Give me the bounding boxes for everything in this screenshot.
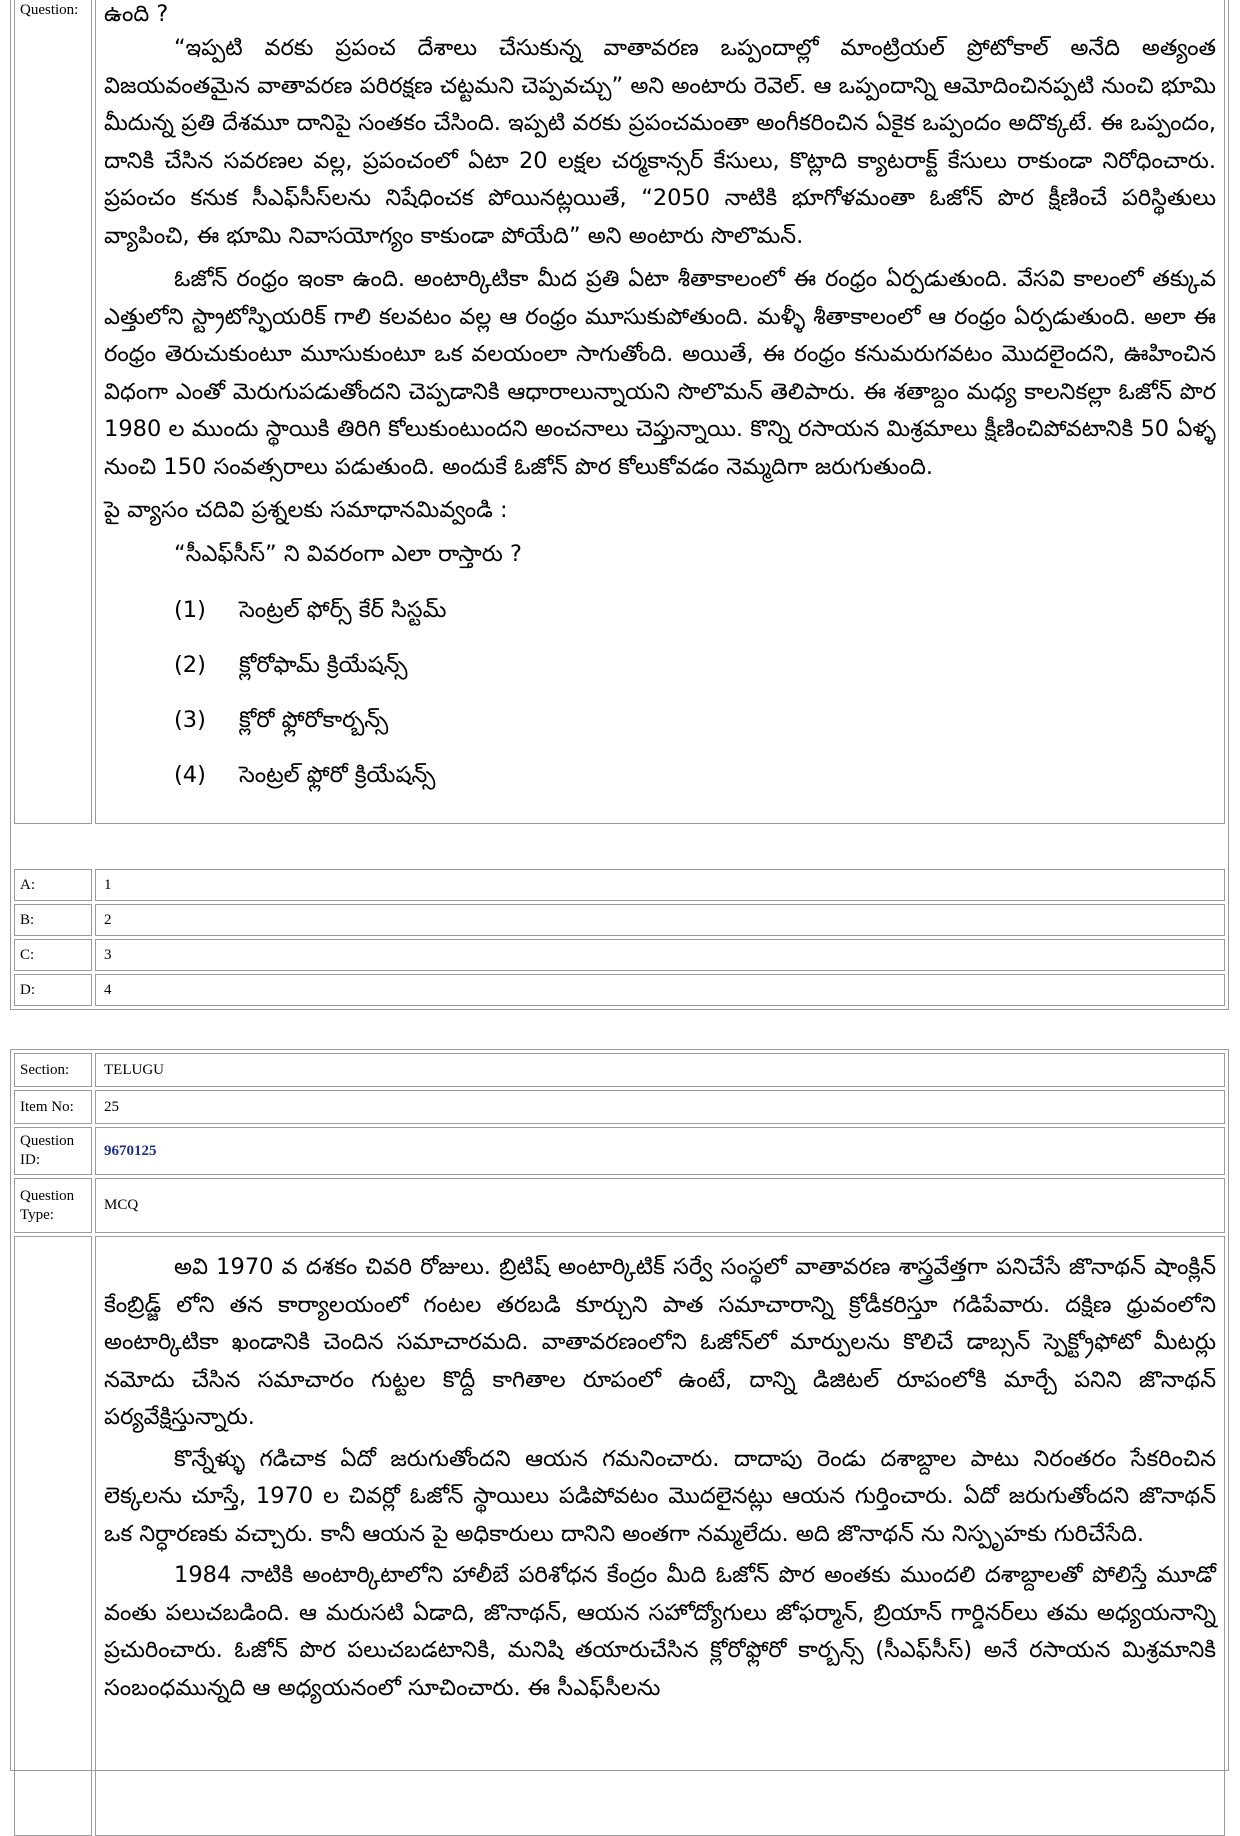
answer-row-a: [14, 869, 1225, 901]
answer-label-cell: [14, 869, 92, 901]
question-type-label: Question Type:: [20, 1187, 75, 1223]
question-id: 9670125: [104, 1142, 157, 1159]
question-content-cell: [95, 1236, 1225, 1836]
question-24-table: [10, 0, 1229, 1010]
answer-label: D:: [20, 981, 35, 998]
answer-value-cell: [95, 869, 1225, 901]
option-number: (2): [174, 651, 206, 678]
answer-value-cell: [95, 974, 1225, 1006]
answer-label: C:: [20, 946, 35, 963]
passage-paragraph: 1984 నాటికి అంటార్కిటాలోని హాలీబే పరిశోధన కేంద్రం మీది ఓజోన్ పొర అంతకు ముందలి దశాబ్దాలతో పోలిస్తే మూడో వంతు పలుచబడింది. ఆ మరుసటి ఏడాది, జొనాథన్, ఆయన సహోద్యోగులు జోఫర్మాన్, బ్రియాన్ గార్డినర్‌లు తమ అధ్యయనాన్ని ప్రచురించారు. ఓజోన్ పొర పలుచబడటానికి, మనిషి తయారుచేసిన క్లోరోఫ్లోరో కార్బన్స్ (సీఎఫ్‌సీస్) అనే రసాయన మిశ్రమానికి సంబంధమున్నది ఆ అధ్యయనంలో సూచించారు. ఈ సీఎఫ్‌సీలను: [104, 1562, 1216, 1701]
passage-paragraph: “ఇప్పటి వరకు ప్రపంచ దేశాలు చేసుకున్న వాతావరణ ఒప్పందాల్లో మాంట్రియల్ ప్రోటోకాల్ అనేది అత్యంత విజయవంతమైన వాతావరణ పరిరక్షణ చట్టమని చెప్పవచ్చు” అని అంటారు రెవెల్. ఆ ఒప్పందాన్ని ఆమోదించినప్పటి నుంచి భూమి మీదున్న ప్రతి దేశమూ దానిపై సంతకం చేసింది. ఇప్పటి వరకు ప్రపంచమంతా అంగీకరించిన ఏకైక ఒప్పందం అదొక్కటే. ఈ ఒప్పందం, దానికి చేసిన సవరణల వల్ల, ప్రపంచంలో ఏటా 20 లక్షల చర్మకాన్సర్ కేసులు, కొట్లాది క్యాటరాక్ట్ కేసులు రాకుండా నిరోధించారు. ప్రపంచం కనుక సీఎఫ్‌సీస్‌లను నిషేధించక పోయినట్లయితే, “2050 నాటికి భూగోళమంతా ఓజోన్ పొర క్షీణించే పరిస్థితులు వ్యాపించి, ఈ భూమి నివాసయోగ్యం కాకుండా పోయేది” అని అంటారు సొలొమన్.: [104, 35, 1216, 249]
question-id-value-cell: [95, 1127, 1225, 1175]
answer-label-cell: [14, 939, 92, 971]
section-value-cell: [95, 1053, 1225, 1087]
question-label-cell: [14, 0, 92, 824]
question-id-label: Question ID:: [20, 1133, 75, 1168]
instruction-text: పై వ్యాసం చదివి ప్రశ్నలకు సమాధానమివ్వండి :: [104, 497, 508, 523]
option-text: క్లోరోఫామ్ క్రియేషన్స్: [239, 651, 408, 678]
answer-label-cell: [14, 904, 92, 936]
section-row: [14, 1053, 1225, 1087]
question-content-cell: [95, 0, 1225, 824]
section-value: TELUGU: [104, 1061, 164, 1078]
answer-row-b: [14, 904, 1225, 936]
option-number: (3): [174, 706, 206, 733]
question-25-table: [10, 1049, 1229, 1771]
question-stem: “సీఎఫ్‌సీస్” ని వివరంగా ఎలా రాస్తారు ?: [174, 540, 522, 567]
question-row: [14, 0, 1225, 824]
question-type: MCQ: [104, 1197, 139, 1213]
answer-value: 2: [104, 911, 112, 928]
answer-row-c: [14, 939, 1225, 971]
question-label-cell: [14, 1236, 92, 1836]
option-number: (4): [174, 761, 206, 788]
option-number: (1): [174, 596, 206, 623]
item-label-cell: [14, 1090, 92, 1124]
question-label: Question:: [20, 2, 79, 18]
answer-value: 4: [104, 981, 112, 998]
question-type-value-cell: [95, 1178, 1225, 1233]
answer-value: 1: [104, 876, 112, 893]
item-value-cell: [95, 1090, 1225, 1124]
section-label-cell: [14, 1053, 92, 1087]
answer-value-cell: [95, 939, 1225, 971]
option-text: సెంట్రల్ ఫోర్స్ కేర్ సిస్టమ్: [239, 596, 447, 623]
option-text: క్లోరో ఫ్లోరోకార్బన్స్: [239, 706, 389, 733]
passage-paragraph: అవి 1970 వ దశకం చివరి రోజులు. బ్రిటిష్ అంటార్కిటిక్ సర్వే సంస్థలో వాతావరణ శాస్త్రవేత్తగా పనిచేసే జొనాథన్ షాంక్లిన్ కేంబ్రిడ్జ్ లోని తన కార్యాలయంలో గంటల తరబడి కూర్చుని పాత సమాచారాన్ని క్రోడీకరిస్తూ గడిపేవారు. దక్షిణ ధ్రువంలోని అంటార్కిటికా ఖండానికి చెందిన సమాచారమది. వాతావరణంలోని ఓజోన్‌లో మార్పులను కొలిచే డాబ్సన్ స్పెక్ట్రోఫోటో మీటర్లు నమోదు చేసిన సమాచారం గుట్టల కొద్దీ కాగితాల రూపంలో ఉంటే, దాన్ని డిజిటల్ రూపంలోకి మార్చే పనిని జొనాథన్ పర్యవేక్షిస్తున్నారు.: [104, 1254, 1216, 1430]
answer-label: A:: [20, 876, 35, 893]
answer-label-cell: [14, 974, 92, 1006]
option-4: [104, 748, 1216, 803]
passage-paragraph: ఓజోన్ రంధ్రం ఇంకా ఉంది. అంటార్కిటికా మీద ప్రతి ఏటా శీతాకాలంలో ఈ రంధ్రం ఏర్పడుతుంది. వేసవి కాలంలో తక్కువ ఎత్తులోని స్ట్రాటోస్ఫియరిక్ గాలి కలవటం వల్ల ఆ రంధ్రం మూసుకుపోతుంది. మళ్ళీ శీతాకాలంలో ఆ రంధ్రం ఏర్పడుతుంది. అలా ఈ రంధ్రం తెరుచుకుంటూ మూసుకుంటూ ఒక వలయంలా సాగుతోంది. అయితే, ఈ రంధ్రం కనుమరుగవటం మొదలైందని, ఊహించిన విధంగా ఎంతో మెరుగుపడుతోందని చెప్పడానికి ఆధారాలున్నాయని సొలొమన్ తెలిపారు. ఈ శతాబ్దం మధ్య కాలనికల్లా ఓజోన్ పొర 1980 ల ముందు స్థాయికి తిరిగి కోలుకుంటుందని అంచనాలు చెప్తున్నాయి. కొన్ని రసాయన మిశ్రమాలు క్షీణించిపోవటానికి 50 ఏళ్ళ నుంచి 150 సంవత్సరాలు పడుతుంది. అందుకే ఓజోన్ పొర కోలుకోవడం నెమ్మదిగా జరుగుతుంది.: [104, 266, 1216, 480]
section-label: Section:: [20, 1061, 70, 1078]
answer-value: 3: [104, 946, 112, 963]
option-3: [104, 693, 1216, 748]
question-type-row: [14, 1178, 1225, 1233]
option-1: [104, 583, 1216, 638]
question-row: [14, 1236, 1225, 1836]
question-id-label-cell: [14, 1127, 92, 1175]
question-type-label-cell: [14, 1178, 92, 1233]
question-id-row: [14, 1127, 1225, 1175]
option-text: సెంట్రల్ ఫ్లోరో క్రియేషన్స్: [239, 761, 436, 788]
item-row: [14, 1090, 1225, 1124]
answer-row-d: [14, 974, 1225, 1006]
option-2: [104, 638, 1216, 693]
answer-value-cell: [95, 904, 1225, 936]
item-label: Item No:: [20, 1098, 74, 1115]
item-number: 25: [104, 1098, 119, 1115]
passage-intro-line: ఉంది ?: [104, 1, 169, 27]
answer-label: B:: [20, 911, 35, 928]
passage-paragraph: కొన్నేళ్ళు గడిచాక ఏదో జరుగుతోందని ఆయన గమనించారు. దాదాపు రెండు దశాబ్దాల పాటు నిరంతరం సేకరించిన లెక్కలను చూస్తే, 1970 ల చివర్లో ఓజోన్ స్థాయిలు పడిపోవటం మొదలైనట్లు ఆయన గుర్తించారు. ఏదో జరుగుతోందని జొనాథన్ ఒక నిర్ధారణకు వచ్చారు. కానీ ఆయన పై అధికారులు దానిని అంతగా నమ్మలేదు. అది జొనాథన్ ను నిస్పృహకు గురిచేసేది.: [104, 1445, 1216, 1547]
